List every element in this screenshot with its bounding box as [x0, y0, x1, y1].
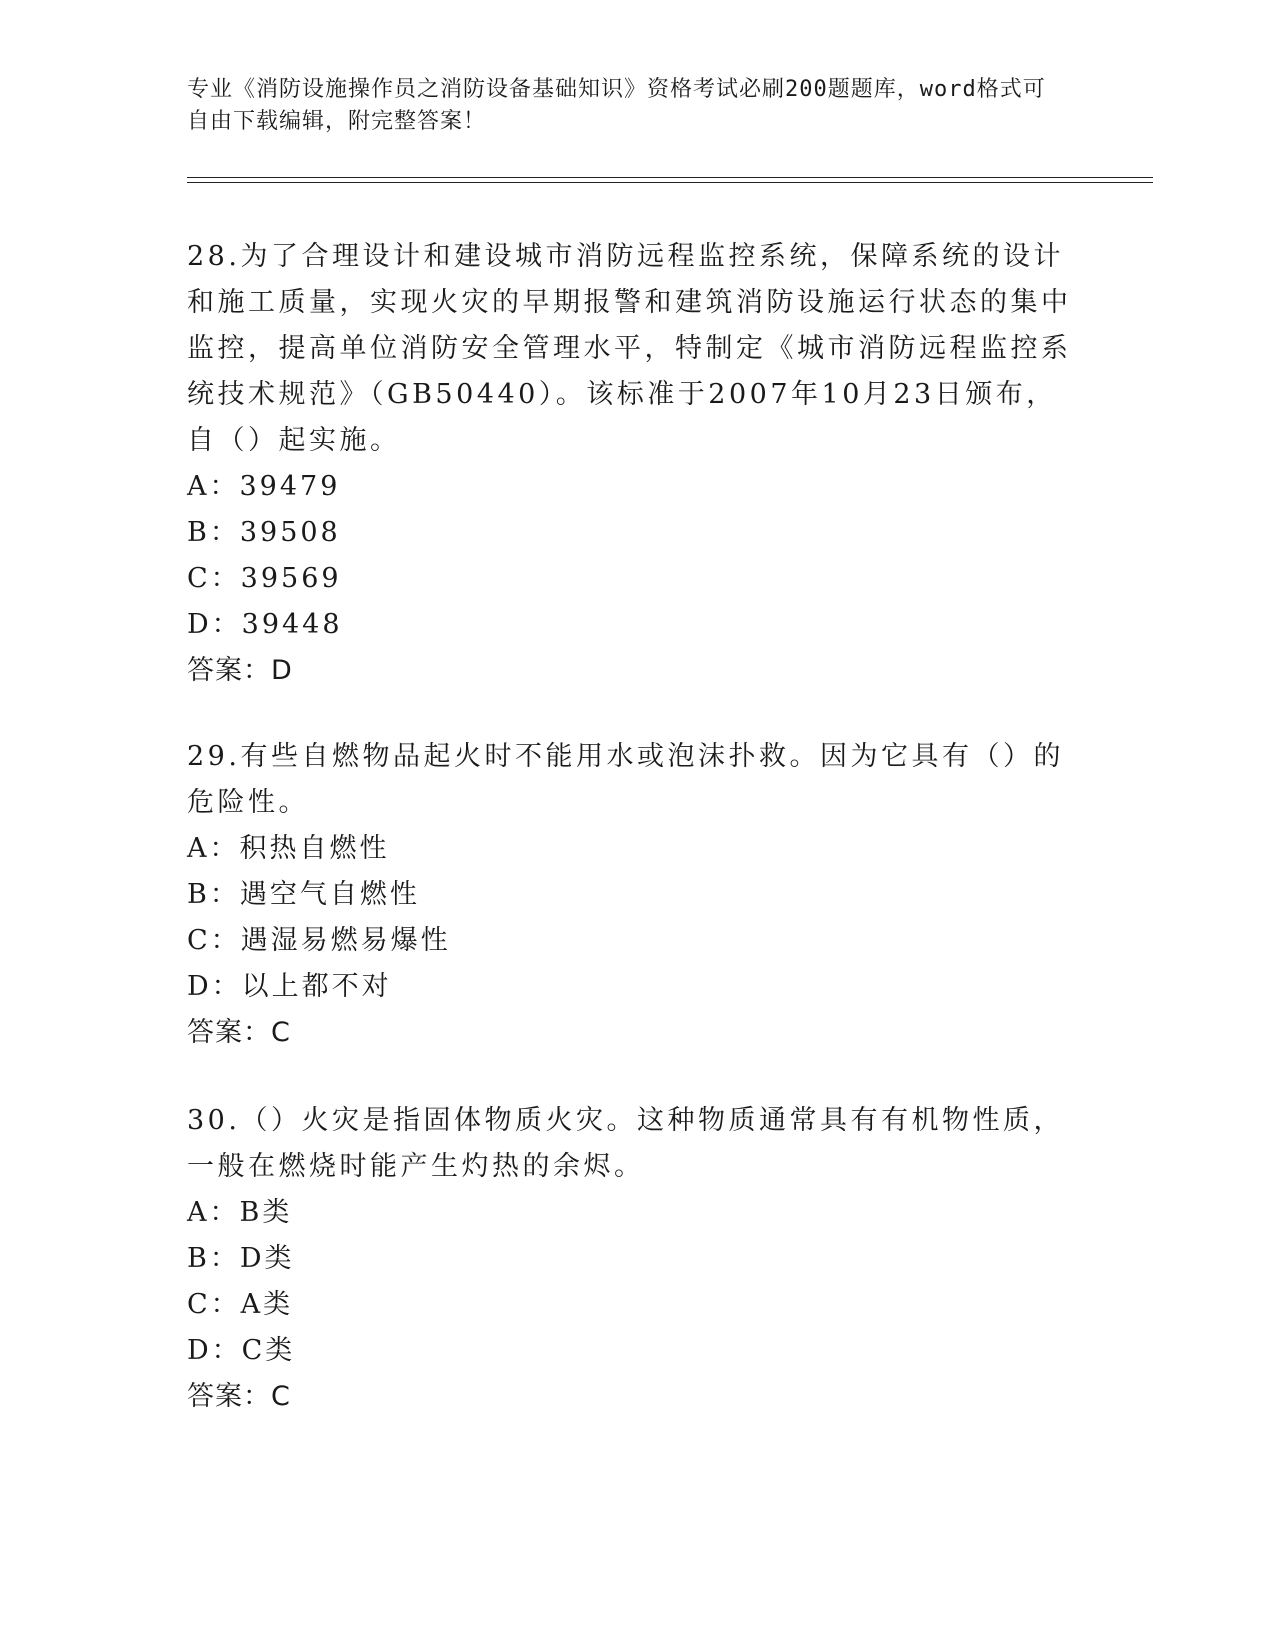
option-c: C：39569	[187, 563, 342, 594]
option-b: B：39508	[187, 517, 341, 548]
option-b: B：D类	[187, 1243, 295, 1274]
option-d: D：39448	[187, 609, 343, 640]
answer-line: 答案：C	[187, 1017, 291, 1048]
option-c: C：遇湿易燃易爆性	[187, 925, 451, 956]
option-d: D：以上都不对	[187, 971, 392, 1002]
question-28	[187, 234, 1077, 694]
document-header: 专业《消防设施操作员之消防设备基础知识》资格考试必刷200题题库，word格式可自由下载编辑，附完整答案！	[187, 77, 1046, 134]
option-c: C：A类	[187, 1289, 294, 1320]
option-b: B：遇空气自燃性	[187, 879, 420, 910]
option-a: A：39479	[187, 471, 341, 502]
header-divider-top	[187, 177, 1153, 178]
option-a: A：积热自燃性	[187, 833, 390, 864]
answer-line: 答案：C	[187, 1381, 291, 1412]
option-a: A：B类	[187, 1197, 293, 1228]
question-29	[187, 734, 1077, 1056]
question-text: 28.为了合理设计和建设城市消防远程监控系统，保障系统的设计和施工质量，实现火灾的早期报警和建筑消防设施运行状态的集中监控，提高单位消防安全管理水平，特制定《城市消防远程监控系统技术规范》（GB50440）。该标准于2007年10月23日颁布，自（）起实施。	[187, 241, 1072, 456]
question-text: 30.（）火灾是指固体物质火灾。这种物质通常具有有机物性质，一般在燃烧时能产生灼热的余烬。	[187, 1105, 1064, 1182]
header-divider-bottom	[187, 182, 1153, 183]
question-30	[187, 1098, 1077, 1420]
answer-line: 答案：D	[187, 655, 293, 686]
question-text: 29.有些自燃物品起火时不能用水或泡沫扑救。因为它具有（）的危险性。	[187, 741, 1064, 818]
option-d: D：C类	[187, 1335, 296, 1366]
